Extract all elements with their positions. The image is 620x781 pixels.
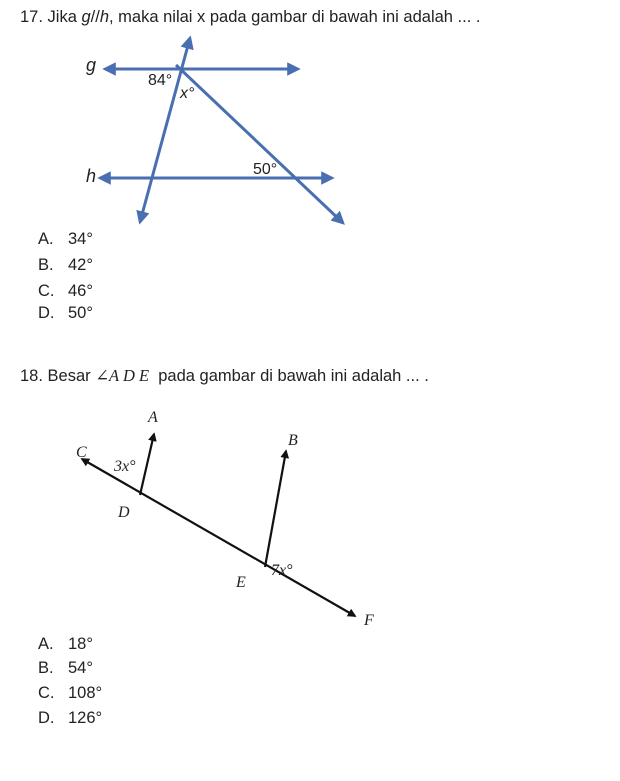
line-CF xyxy=(82,459,355,616)
label-E: E xyxy=(236,574,246,591)
q18-option-c[interactable]: C. 108° xyxy=(38,684,103,702)
label-g: g xyxy=(86,55,97,75)
question-18-prompt: 18. Besar ∠A D E pada gambar di bawah ini adalah ... . xyxy=(20,366,429,385)
label-D: D xyxy=(118,504,130,521)
q18-option-b[interactable]: B. 54° xyxy=(38,659,93,677)
label-h: h xyxy=(86,166,97,186)
q17-option-b[interactable]: B. 42° xyxy=(38,256,93,274)
question-18-number: 18. xyxy=(20,367,43,385)
transversal-left xyxy=(140,38,190,222)
q17-option-a[interactable]: A. 34° xyxy=(38,230,93,248)
angle-50-label: 50° xyxy=(253,161,278,178)
question-17-number: 17. xyxy=(20,8,43,26)
angle-7x-label: 7x° xyxy=(271,562,293,579)
angle-x-label: x° xyxy=(180,85,195,102)
question-17-prompt: 17. Jika g//h, maka nilai x pada gambar di bawah ini adalah ... . xyxy=(20,8,481,26)
ray-DA xyxy=(140,434,154,495)
label-C: C xyxy=(76,444,87,461)
q17-option-c[interactable]: C. 46° xyxy=(38,282,93,300)
angle-3x-label: 3x° xyxy=(114,458,136,475)
ray-EB xyxy=(265,451,286,567)
label-F: F xyxy=(364,612,374,629)
label-B: B xyxy=(288,432,298,449)
q17-option-d[interactable]: D. 50° xyxy=(38,304,93,322)
q18-option-a[interactable]: A. 18° xyxy=(38,635,93,653)
q18-option-d[interactable]: D. 126° xyxy=(38,709,103,727)
angle-84-label: 84° xyxy=(148,72,173,89)
label-A: A xyxy=(148,409,158,426)
transversal-right xyxy=(176,65,343,223)
